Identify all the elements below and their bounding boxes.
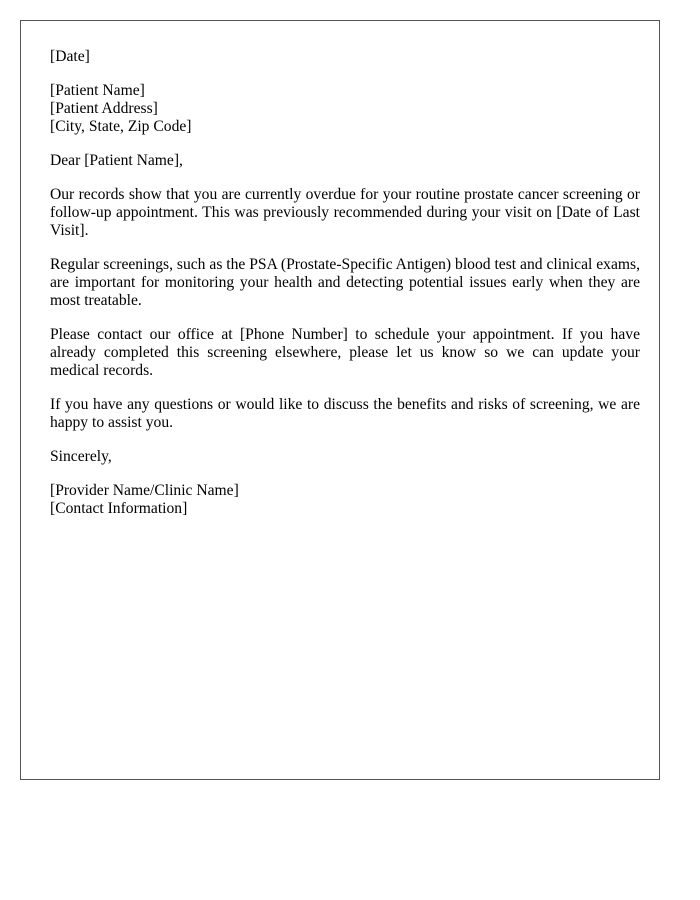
recipient-block — [50, 82, 640, 136]
letter-page — [20, 20, 660, 780]
letter-date: [Date] — [50, 48, 90, 65]
paragraph-screening-importance: Regular screenings, such as the PSA (Prostate-Specific Antigen) blood test and clinical exams, are important for monitoring your health and detecting potential issues early when they are most treatable. — [50, 256, 640, 309]
salutation: Dear [Patient Name], — [50, 152, 183, 169]
provider-name: [Provider Name/Clinic Name] — [50, 482, 239, 499]
contact-information: [Contact Information] — [50, 500, 188, 517]
recipient-city-state-zip: [City, State, Zip Code] — [50, 118, 192, 135]
closing: Sincerely, — [50, 448, 112, 465]
paragraph-questions: If you have any questions or would like to discuss the benefits and risks of screening, we are happy to assist you. — [50, 396, 640, 431]
recipient-address: [Patient Address] — [50, 100, 158, 117]
letter-body — [50, 48, 640, 534]
paragraph-contact-office: Please contact our office at [Phone Number] to schedule your appointment. If you have already completed this screening elsewhere, please let us know so we can update your medical records. — [50, 326, 640, 379]
recipient-name: [Patient Name] — [50, 82, 145, 99]
paragraph-overdue-notice: Our records show that you are currently overdue for your routine prostate cancer screening or follow-up appointment. This was previously recommended during your visit on [Date of Last Visit]. — [50, 186, 640, 239]
signature-block — [50, 482, 640, 518]
